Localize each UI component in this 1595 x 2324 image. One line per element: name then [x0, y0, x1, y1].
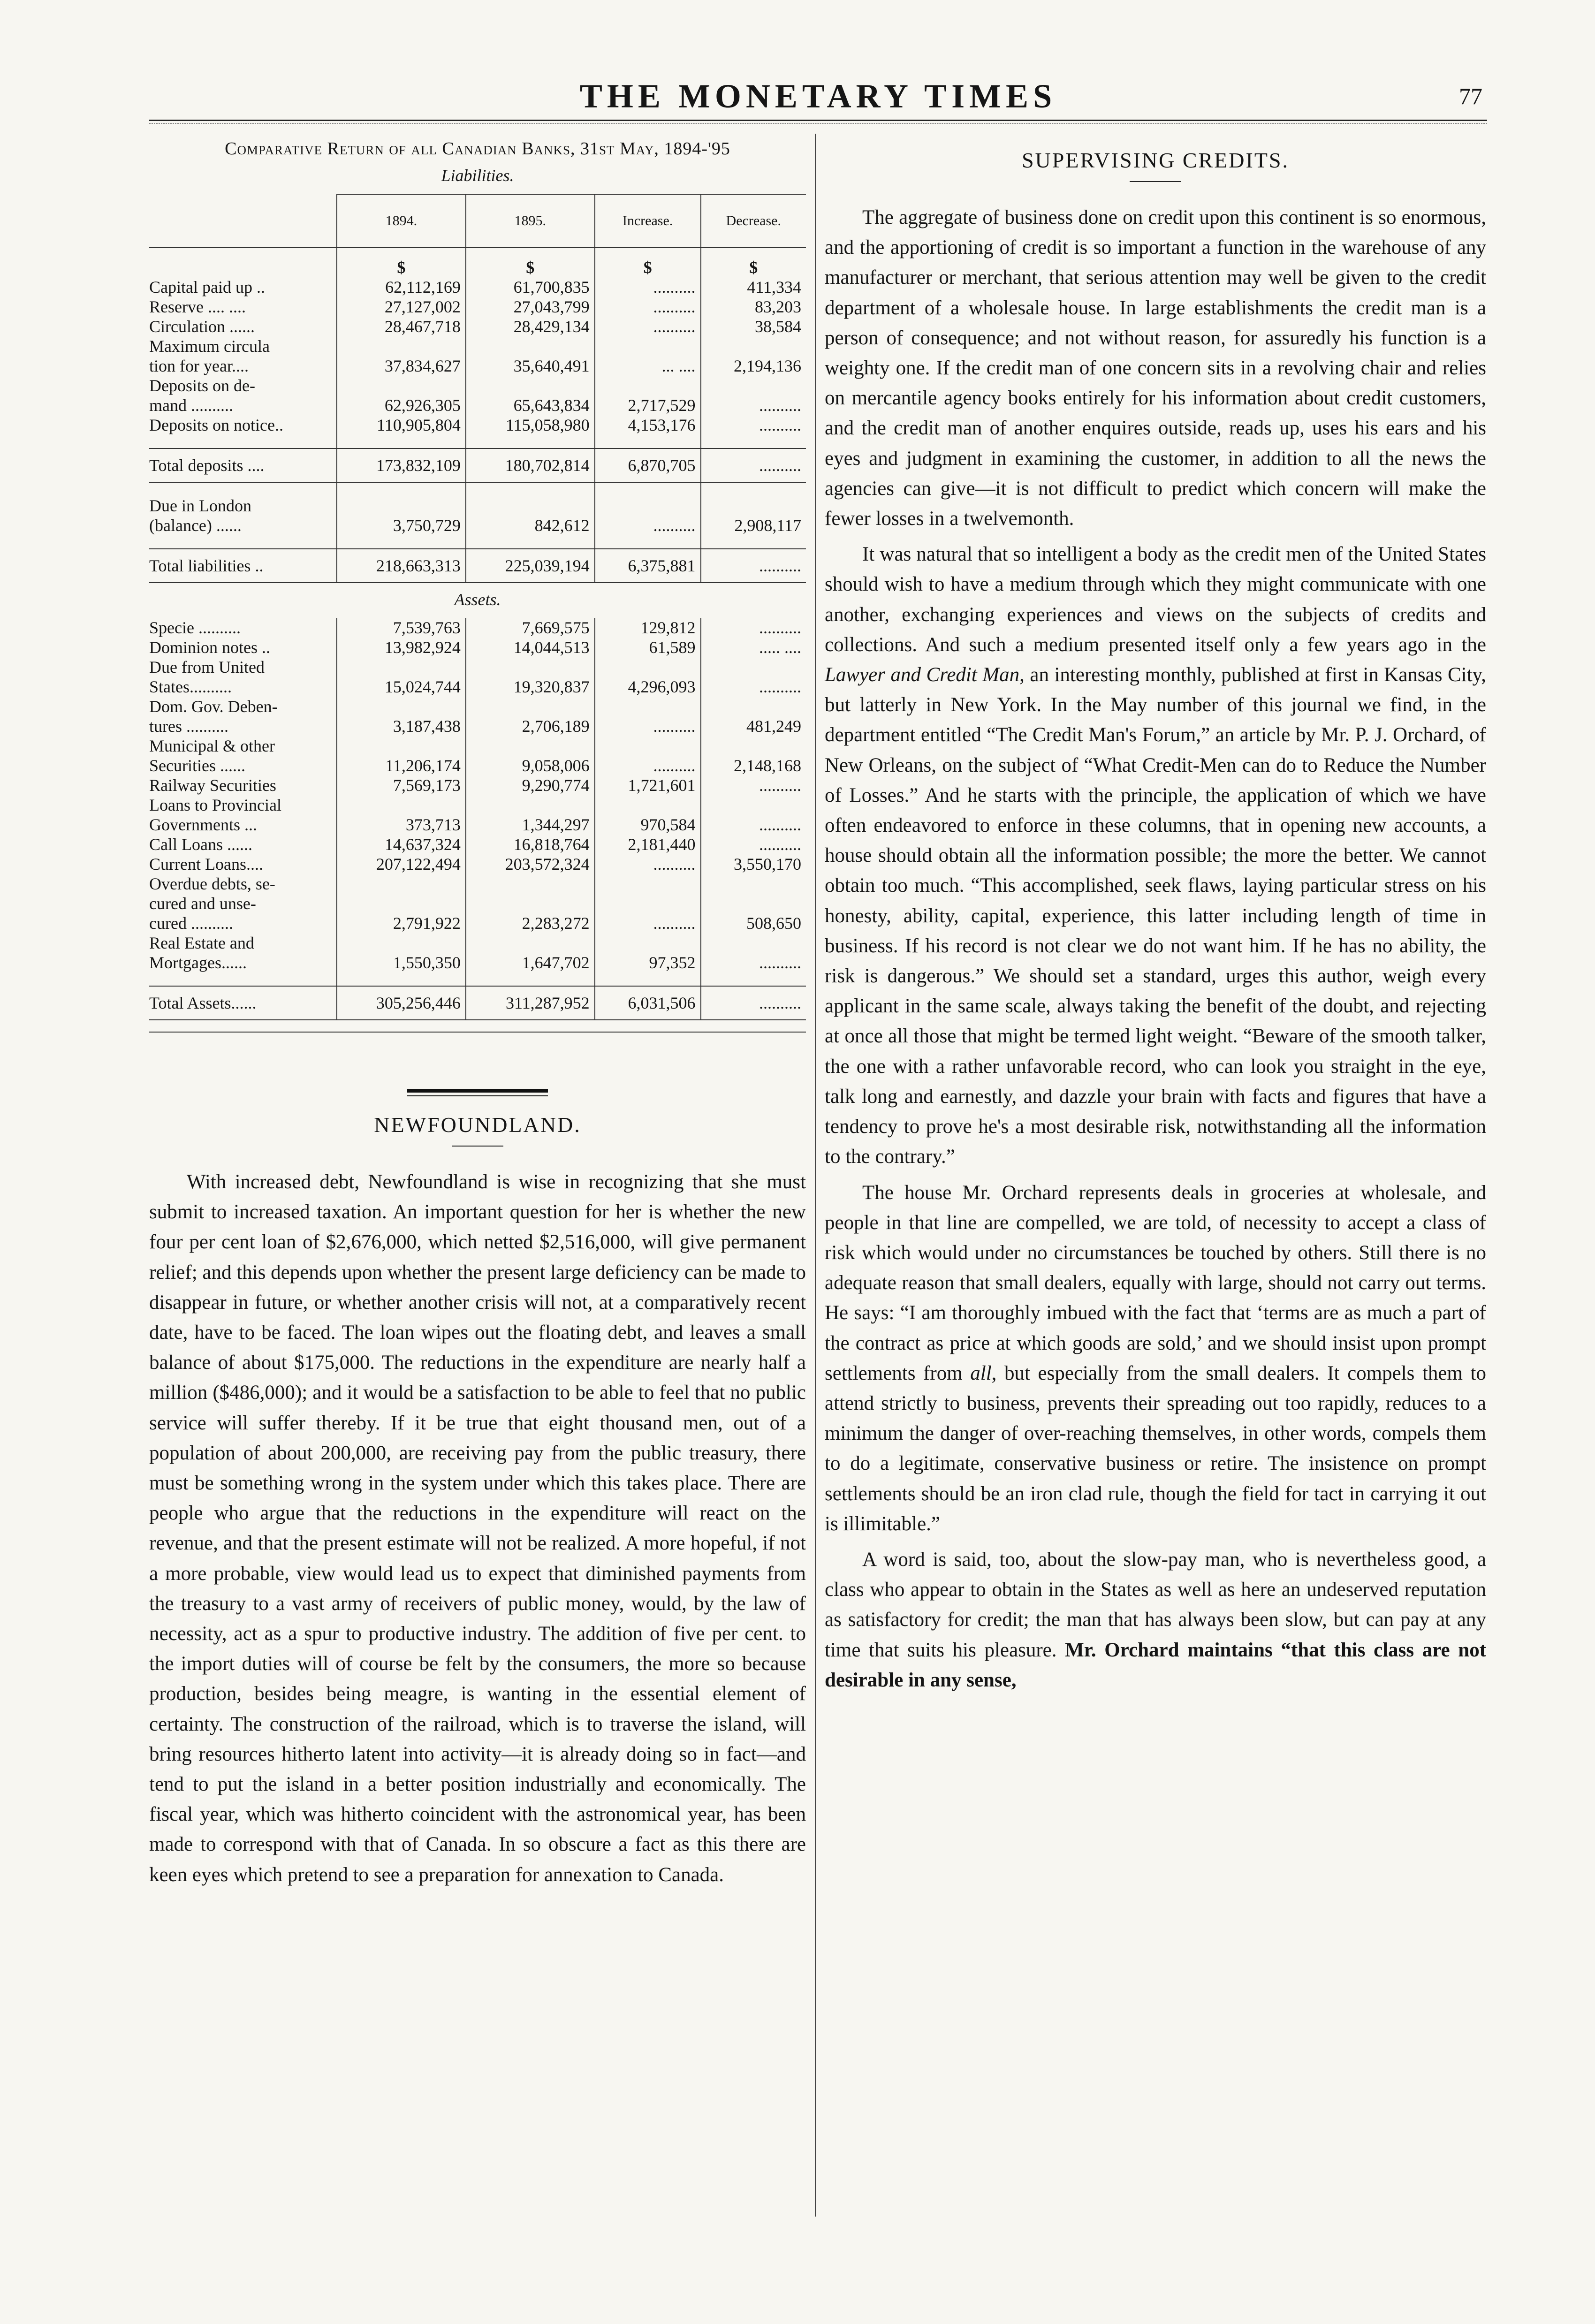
table-row	[149, 986, 806, 1020]
cell-1894: 7,539,763	[337, 618, 466, 638]
table-header-row	[149, 194, 806, 248]
table-row	[149, 854, 806, 874]
row-label: Total Assets......	[149, 986, 337, 1020]
cell-decrease: 508,650	[701, 874, 806, 933]
row-label: Dom. Gov. Deben- tures ..........	[149, 697, 278, 736]
table-row	[149, 317, 806, 336]
table-row	[149, 549, 806, 583]
cell-increase: ..........	[595, 854, 701, 874]
article-paragraph	[825, 1545, 1486, 1695]
emphasis-all: all	[970, 1362, 992, 1384]
text-run: , an interesting monthly, published at first in Kansas City, but latterly in New York. In the May number of this journal we find, in the department entitled “The Credit Man's Forum,” an article by Mr. P. J. Orchard, of New Orleans, on the subject of “What Credit-Men can do to Reduce the Number of Losses.” And he starts with the principle, the application of which we have often endeavored to enforce in these columns, that in opening new accounts, a house should obtain all the information possible; the more the better. We cannot obtain too much. “This accomplished, seek flaws, laying particular stress on his honesty, ability, capital, experience, this latter including length of time in business. If his record is not clear we do not want him. If he has no ability, the risk is dangerous.” We should set a standard, urges this author, weigh every applicant in the same scale, always taking the benefit of the doubt, and rejecting at once all those that might be termed light weight. “Beware of the smooth talker, the one with a rather unfavorable record, who can look you straight in the eye, talk long and earnestly, and dazzle your brain with facts and figures that have a tendency to prove he's a most desirable risk, notwithstanding all the information to the contrary.”	[825, 664, 1487, 1168]
dollar-sign: $	[466, 248, 595, 277]
text-run: It was natural that so intelligent a body as the credit men of the United States should wish to have a medium through which they might communicate with one another, exchanging experiences and views on the subjects of credits and collections. And such a medium presented itself only a few years ago in the	[825, 543, 1486, 656]
cell-1895: 14,044,513	[466, 638, 595, 657]
spacer-cell	[595, 435, 701, 448]
table-caption-text: Comparative Return of all Canadian Banks, 31st May, 1894-'95	[225, 139, 730, 159]
cell-increase: 4,296,093	[595, 657, 701, 697]
table-row	[149, 736, 806, 775]
right-column	[825, 134, 1486, 2245]
spacer-cell	[466, 435, 595, 448]
cell-increase: 970,584	[595, 795, 701, 835]
cell-increase: ..........	[595, 297, 701, 317]
cell-1894: 27,127,002	[337, 297, 466, 317]
cell-decrease: ..........	[701, 415, 806, 435]
article-paragraph: The aggregate of business done on credit upon this continent is so enormous, and the apportioning of credit is so important a function in the warehouse of any manufacturer or merchant, that serious attention may well be given to the credit department of a wholesale house. In large establishments the credit man is a person of consequence; and not without reason, for assuredly his function is a weighty one. If the credit man of one concern sits in a revolving chair and relies on mercantile agency books entirely for his information about credit customers, and the credit man of another enquires outside, reads up, uses his ears and his eyes and judgment in examining the customer, in addition to all the news the agencies can give—it is not difficult to predict which concern will make the fewer losses in a twelvemonth.	[825, 206, 1486, 530]
cell-increase: ..........	[595, 874, 701, 933]
cell-1894: 28,467,718	[337, 317, 466, 336]
row-label: Maximum circula tion for year....	[149, 337, 270, 375]
cell-decrease: ..... ....	[701, 638, 806, 657]
header-1894: 1894.	[337, 194, 466, 248]
cell-1894: 373,713	[337, 795, 466, 835]
spacer-cell	[595, 482, 701, 496]
cell-increase: 6,031,506	[595, 986, 701, 1020]
spacer-cell	[149, 535, 337, 549]
cell-decrease: 2,194,136	[701, 336, 806, 376]
row-label: Municipal & other Securities ......	[149, 737, 275, 775]
cell-1895: 19,320,837	[466, 657, 595, 697]
journal-name: Lawyer and Credit Man	[825, 664, 1020, 686]
row-label: Overdue debts, se- cured and unse- cured ..........	[149, 874, 275, 933]
table-row	[149, 415, 806, 435]
liabilities-body	[149, 248, 806, 583]
spacer-row	[149, 972, 806, 986]
section-ornament-rule	[407, 1089, 548, 1096]
cell-1894: 7,569,173	[337, 775, 466, 795]
spacer-row	[149, 482, 806, 496]
cell-1895: 9,058,006	[466, 736, 595, 775]
cell-increase: ..........	[595, 277, 701, 297]
cell-1894: 11,206,174	[337, 736, 466, 775]
cell-1895: 16,818,764	[466, 835, 595, 854]
row-label: Capital paid up ..	[149, 278, 265, 296]
header-increase: Increase.	[595, 194, 701, 248]
header-blank	[149, 194, 337, 248]
liabilities-table	[149, 194, 806, 583]
masthead	[149, 75, 1487, 117]
table-row	[149, 795, 806, 835]
header-1895: 1895.	[466, 194, 595, 248]
cell-increase: 97,352	[595, 933, 701, 972]
row-label: Real Estate and Mortgages......	[149, 934, 254, 972]
table-row	[149, 874, 806, 933]
left-column	[149, 134, 806, 2245]
cell-decrease: 2,908,117	[701, 496, 806, 535]
table-row	[149, 657, 806, 697]
text-run: , but especially from the small dealers. It compels them to attend strictly to business, prevents their spreading out too rapidly, reduces to a minimum the danger of over-reaching themselves, in other words, compels them to do a legitimate, conservative business or retire. The insistence on prompt settlements should be an iron clad rule, though the field for tact in carrying it out is illimitable.”	[825, 1362, 1487, 1535]
spacer-row	[149, 535, 806, 549]
cell-1895: 28,429,134	[466, 317, 595, 336]
cell-increase: 1,721,601	[595, 775, 701, 795]
cell-decrease: 83,203	[701, 297, 806, 317]
spacer-cell	[337, 435, 466, 448]
assets-body	[149, 618, 806, 1020]
spacer-row	[149, 435, 806, 448]
cell-decrease: ..........	[701, 657, 806, 697]
text-run: A word is said, too, about the slow-pay man, who is nevertheless good, a class who appear to obtain in the States as well as here an undeserved reputation as satisfactory for credit; the man that has always been slow, but can pay at any time that suits his pleasure.	[825, 1548, 1486, 1661]
spacer-cell	[149, 482, 337, 496]
spacer-cell	[595, 972, 701, 986]
cell-1894: 13,982,924	[337, 638, 466, 657]
cell-1894: 15,024,744	[337, 657, 466, 697]
cell-1894: 305,256,446	[337, 986, 466, 1020]
cell-1895: 1,344,297	[466, 795, 595, 835]
spacer-cell	[701, 972, 806, 986]
column-divider	[815, 134, 816, 2217]
cell-increase: ..........	[595, 736, 701, 775]
cell-decrease: 481,249	[701, 697, 806, 736]
spacer-cell	[149, 435, 337, 448]
row-label: Total liabilities ..	[149, 549, 337, 583]
row-label: Due in London (balance) ......	[149, 496, 251, 535]
assets-heading: Assets.	[454, 590, 501, 609]
cell-1895: 842,612	[466, 496, 595, 535]
row-label: Railway Securities	[149, 776, 276, 795]
newfoundland-article	[149, 1167, 806, 1890]
cell-decrease: ..........	[701, 549, 806, 583]
table-row	[149, 496, 806, 535]
cell-increase: ..........	[595, 496, 701, 535]
table-row	[149, 933, 806, 972]
cell-1895: 2,706,189	[466, 697, 595, 736]
cell-increase: 6,870,705	[595, 448, 701, 482]
cell-decrease: ..........	[701, 376, 806, 415]
row-label: Deposits on notice..	[149, 416, 283, 434]
title-rule	[452, 1146, 503, 1147]
title-rule	[1130, 181, 1181, 182]
header-decrease: Decrease.	[701, 194, 806, 248]
cell-1894: 1,550,350	[337, 933, 466, 972]
cell-1895: 7,669,575	[466, 618, 595, 638]
cell-decrease: 3,550,170	[701, 854, 806, 874]
cell-1895: 311,287,952	[466, 986, 595, 1020]
cell-decrease: ..........	[701, 933, 806, 972]
cell-1894: 2,791,922	[337, 874, 466, 933]
text-run: The house Mr. Orchard represents deals in groceries at wholesale, and people in that line are compelled, we are told, of necessity to accept a class of risk which would under no circumstances be touched by others. Still there is no adequate reason that small dealers, equally with large, should not carry out terms. He says: “I am thoroughly imbued with the fact that ‘terms are as much a part of the contract as price at which goods are sold,’ and we should insist upon prompt settlements from	[825, 1181, 1486, 1384]
spacer-cell	[149, 972, 337, 986]
spacer-cell	[337, 535, 466, 549]
spacer-cell	[466, 482, 595, 496]
article-paragraph: With increased debt, Newfoundland is wise in recognizing that she must submit to increased taxation. An important question for her is whether the new four per cent loan of $2,676,000, which netted $2,516,000, will give permanent relief; and this depends upon whether the present large deficiency can be made to disappear in future, or whether another crisis will not, at a comparatively recent date, have to be faced. The loan wipes out the floating debt, and leaves a small balance of about $175,000. The reductions in the expenditure are nearly half a million ($486,000); and it would be a satisfaction to be able to feel that no public service will suffer thereby. If it be true that eight thousand men, out of a population of about 200,000, are receiving pay from the public treasury, there must be something wrong in the system under which this takes place. There are people who argue that the reductions in the expenditure will react on the revenue, and that the present estimate will not be realized. A more hopeful, if not a more probable, view would lead us to expect that diminished payments from the treasury to a vast army of receivers of public money, would, by the law of necessity, act as a spur to productive industry. The addition of five per cent. to the import duties will of course be felt by the consumers, the more so because production, besides being meagre, is wanting in the essential element of certainty. The construction of the railroad, which is to traverse the island, will bring resources hitherto latent into activity—it is already doing so in fact—and tend to put the island in a better position industrially and economically. The fiscal year, which was hitherto coincident with the astronomical year, has been made to correspond with that of Canada. In so obscure a fact as this there are keen eyes which pretend to see a preparation for annexation to Canada.	[149, 1171, 806, 1886]
cell-1895: 27,043,799	[466, 297, 595, 317]
table-row	[149, 297, 806, 317]
spacer-cell	[337, 972, 466, 986]
header-rule-dashed	[149, 123, 1487, 124]
cell-1895: 180,702,814	[466, 448, 595, 482]
row-label: Reserve .... ....	[149, 297, 246, 316]
dollar-row	[149, 248, 806, 277]
cell-increase: 6,375,881	[595, 549, 701, 583]
table-row	[149, 835, 806, 854]
spacer-cell	[466, 535, 595, 549]
row-label: Specie ..........	[149, 618, 241, 637]
article-paragraph	[825, 539, 1486, 1172]
cell-increase: ..........	[595, 317, 701, 336]
table-row	[149, 697, 806, 736]
article-paragraph	[825, 1178, 1486, 1539]
cell-decrease: 38,584	[701, 317, 806, 336]
spacer-cell	[701, 482, 806, 496]
spacer-cell	[466, 972, 595, 986]
cell-1894: 173,832,109	[337, 448, 466, 482]
table-row	[149, 618, 806, 638]
cell-decrease: 411,334	[701, 277, 806, 297]
cell-1894: 110,905,804	[337, 415, 466, 435]
row-label: Circulation ......	[149, 317, 255, 336]
dollar-sign: $	[595, 248, 701, 277]
cell-1894: 37,834,627	[337, 336, 466, 376]
row-label: Total deposits ....	[149, 448, 337, 482]
cell-1895: 115,058,980	[466, 415, 595, 435]
publication-title: THE MONETARY TIMES	[579, 77, 1057, 115]
table-row	[149, 448, 806, 482]
cell-1895: 1,647,702	[466, 933, 595, 972]
cell-decrease: ..........	[701, 775, 806, 795]
bold-text-run: Mr. Orchard maintains “that this class are not desirable in any sense,	[825, 1639, 1487, 1691]
row-label: Loans to Provincial Governments ...	[149, 796, 281, 834]
spacer-cell	[701, 535, 806, 549]
cell-1895: 35,640,491	[466, 336, 595, 376]
table-row	[149, 775, 806, 795]
cell-increase: 129,812	[595, 618, 701, 638]
cell-1894: 14,637,324	[337, 835, 466, 854]
cell-decrease: ..........	[701, 795, 806, 835]
cell-1895: 225,039,194	[466, 549, 595, 583]
cell-1894: 218,663,313	[337, 549, 466, 583]
cell-1895: 9,290,774	[466, 775, 595, 795]
cell-1894: 62,112,169	[337, 277, 466, 297]
supervising-credits-article	[825, 203, 1486, 1695]
cell-decrease: ..........	[701, 986, 806, 1020]
table-caption	[149, 138, 806, 159]
cell-increase: ... ....	[595, 336, 701, 376]
cell-decrease: ..........	[701, 835, 806, 854]
table-row	[149, 336, 806, 376]
assets-table	[149, 618, 806, 1020]
cell-increase: 2,717,529	[595, 376, 701, 415]
row-label: Call Loans ......	[149, 835, 252, 854]
cell-1894: 3,750,729	[337, 496, 466, 535]
table-row	[149, 638, 806, 657]
row-label: Current Loans....	[149, 855, 263, 873]
page-number: 77	[1459, 83, 1482, 109]
cell-decrease: 2,148,168	[701, 736, 806, 775]
cell-1894: 62,926,305	[337, 376, 466, 415]
cell-increase: 2,181,440	[595, 835, 701, 854]
header-rule	[149, 120, 1487, 121]
cell-decrease: ..........	[701, 618, 806, 638]
row-label: Due from United States..........	[149, 658, 265, 696]
cell-1895: 2,283,272	[466, 874, 595, 933]
spacer-cell	[701, 435, 806, 448]
supervising-credits-title: SUPERVISING CREDITS.	[1021, 148, 1290, 172]
cell-increase: ..........	[595, 697, 701, 736]
newfoundland-title: NEWFOUNDLAND.	[374, 1113, 581, 1137]
cell-1895: 61,700,835	[466, 277, 595, 297]
cell-1894: 207,122,494	[337, 854, 466, 874]
cell-1895: 203,572,324	[466, 854, 595, 874]
cell-increase: 4,153,176	[595, 415, 701, 435]
table-bottom-rule	[149, 1032, 806, 1033]
spacer-cell	[595, 535, 701, 549]
table-row	[149, 277, 806, 297]
row-label: Deposits on de- mand ..........	[149, 376, 255, 415]
liabilities-heading: Liabilities.	[441, 166, 514, 185]
dollar-sign: $	[337, 248, 466, 277]
dollar-sign: $	[701, 248, 806, 277]
dollar-blank	[149, 248, 337, 277]
row-label: Dominion notes ..	[149, 638, 270, 657]
cell-1895: 65,643,834	[466, 376, 595, 415]
spacer-cell	[337, 482, 466, 496]
cell-increase: 61,589	[595, 638, 701, 657]
table-row	[149, 376, 806, 415]
cell-decrease: ..........	[701, 448, 806, 482]
cell-1894: 3,187,438	[337, 697, 466, 736]
